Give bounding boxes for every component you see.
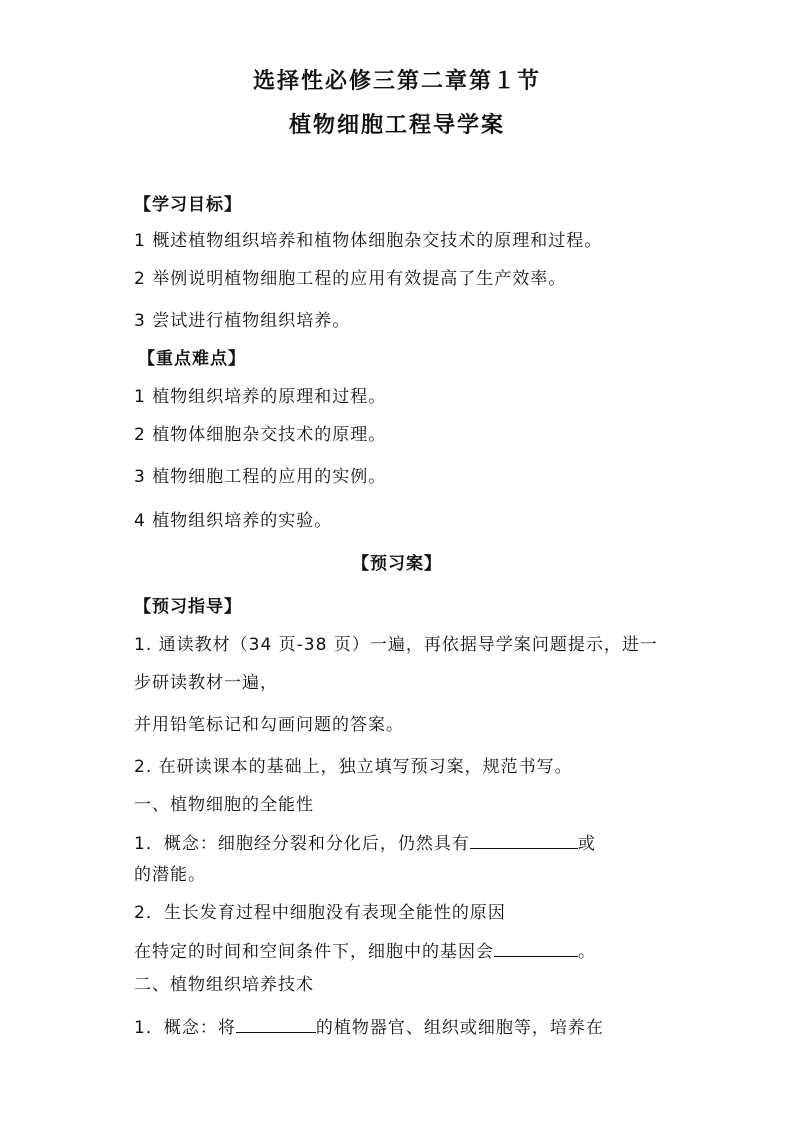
objective-item-1: 1 概述植物组织培养和植物体细胞杂交技术的原理和过程。 bbox=[134, 231, 603, 251]
key-point-item-2: 2 植物体细胞杂交技术的原理。 bbox=[134, 425, 387, 445]
preview-guide-1-line2: 步研读教材一遍， bbox=[134, 673, 278, 693]
part2-heading: 二、植物组织培养技术 bbox=[134, 975, 314, 995]
fill-in-blank[interactable] bbox=[236, 1014, 316, 1033]
document-title-line2: 植物细胞工程导学案 bbox=[288, 112, 505, 138]
part1-q1-suffix: 或 bbox=[577, 834, 596, 854]
preview-guide-1-line1: 1. 通读教材（34 页-38 页）一遍，再依据导学案问题提示，进一 bbox=[134, 635, 658, 655]
key-points-heading: 【重点难点】 bbox=[138, 349, 246, 369]
part1-question-1 bbox=[134, 830, 596, 855]
fill-in-blank[interactable] bbox=[494, 938, 578, 957]
part2-q1-suffix: 的植物器官、组织或细胞等，培养在 bbox=[315, 1018, 604, 1038]
part1-question-2: 2．生长发育过程中细胞没有表现全能性的原因 bbox=[134, 903, 506, 923]
part1-heading: 一、植物细胞的全能性 bbox=[134, 795, 314, 815]
preview-guide-heading: 【预习指导】 bbox=[134, 597, 242, 617]
objective-item-2: 2 举例说明植物细胞工程的应用有效提高了生产效率。 bbox=[134, 269, 567, 289]
objectives-heading: 【学习目标】 bbox=[134, 195, 242, 215]
key-point-item-3: 3 植物细胞工程的应用的实例。 bbox=[134, 467, 387, 487]
part2-q1-prefix: 1．概念：将 bbox=[134, 1018, 236, 1038]
part1-question-2-line2 bbox=[134, 938, 596, 963]
key-point-item-1: 1 植物组织培养的原理和过程。 bbox=[134, 387, 387, 407]
part1-q2-suffix: 。 bbox=[578, 942, 596, 962]
part1-question-1-line2: 的潜能。 bbox=[134, 865, 206, 885]
part1-q1-prefix: 1．概念：细胞经分裂和分化后，仍然具有 bbox=[134, 834, 470, 854]
key-point-item-4: 4 植物组织培养的实验。 bbox=[134, 511, 333, 531]
part1-q2-prefix: 在特定的时间和空间条件下，细胞中的基因会 bbox=[134, 942, 494, 962]
preview-guide-2: 2. 在研读课本的基础上，独立填写预习案，规范书写。 bbox=[134, 757, 573, 777]
objective-item-3: 3 尝试进行植物组织培养。 bbox=[134, 311, 351, 331]
preview-guide-1-line3: 并用铅笔标记和勾画问题的答案。 bbox=[134, 715, 404, 735]
document-title-line1: 选择性必修三第二章第１节 bbox=[252, 68, 541, 94]
preview-section-heading: 【预习案】 bbox=[352, 554, 442, 574]
part2-question-1 bbox=[134, 1014, 604, 1039]
fill-in-blank[interactable] bbox=[470, 830, 578, 849]
